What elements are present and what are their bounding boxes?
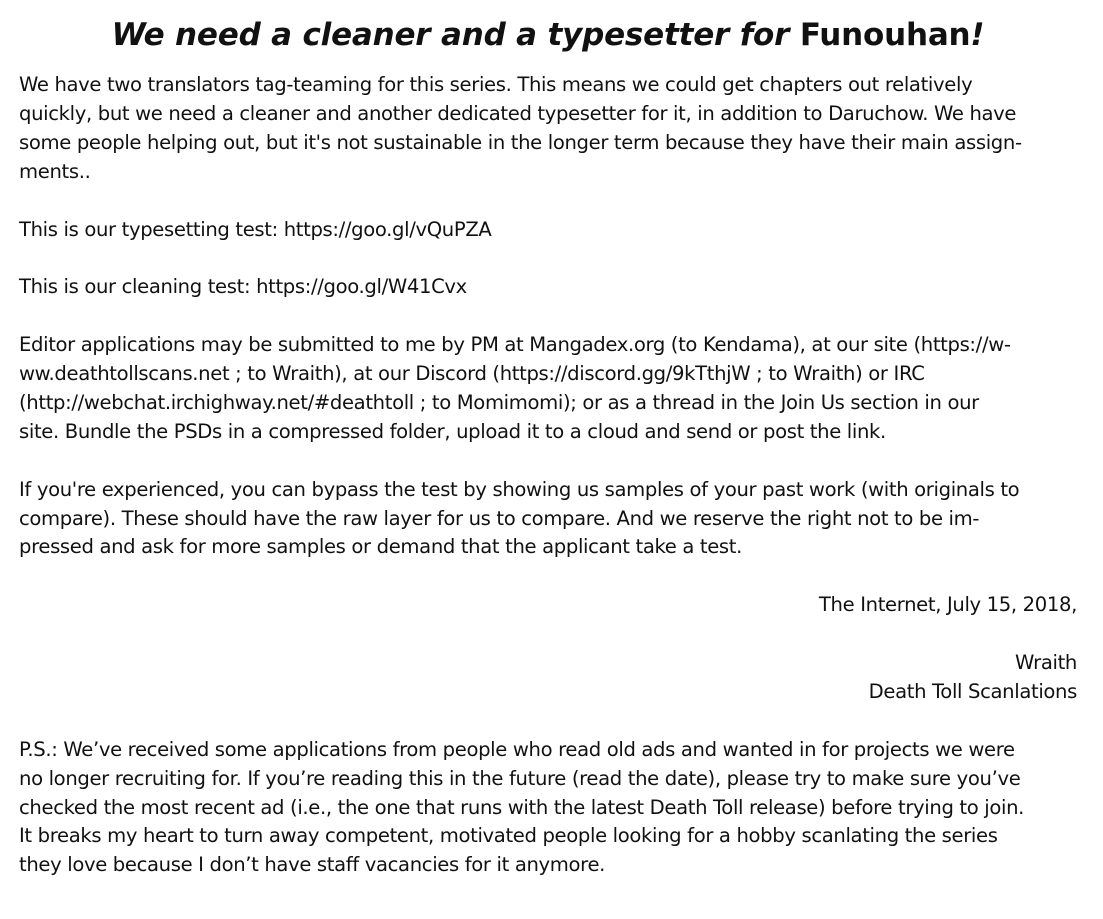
signature-block bbox=[19, 649, 1077, 707]
signature-name: Wraith bbox=[1014, 651, 1077, 675]
title-series-name: Funouhan bbox=[799, 17, 971, 53]
signature-date-text: The Internet, July 15, 2018, bbox=[818, 593, 1077, 617]
text-line: no longer recruiting for. If you’re reading this in the future (read the date), please try to make sure you’ve bbox=[19, 766, 1021, 790]
text-line: checked the most recent ad (i.e., the one that runs with the latest Death Toll release) before trying to join. bbox=[19, 795, 1025, 819]
paragraph-typesetting-test bbox=[19, 216, 1077, 245]
signature-group: Death Toll Scanlations bbox=[868, 679, 1077, 703]
signature-date bbox=[19, 591, 1077, 620]
text-line: compare). These should have the raw layer for us to compare. And we reserve the right not to be im- bbox=[19, 506, 980, 530]
text-line: some people helping out, but it's not sustainable in the longer term because they have their main assign- bbox=[19, 130, 1022, 154]
text-line: If you're experienced, you can bypass the test by showing us samples of your past work (with originals to bbox=[19, 477, 1020, 501]
paragraph-experienced bbox=[19, 476, 1077, 563]
text-line: We have two translators tag-teaming for this series. This means we could get chapters out relatively bbox=[19, 73, 973, 96]
paragraph-applications bbox=[19, 331, 1077, 447]
text-line: This is our cleaning test: https://goo.gl/W41Cvx bbox=[19, 275, 467, 299]
paragraph-cleaning-test bbox=[19, 273, 1077, 302]
text-line: Editor applications may be submitted to me by PM at Mangadex.org (to Kendama), at our site (https://w- bbox=[19, 333, 1011, 357]
notice-body bbox=[19, 71, 1077, 880]
text-line: P.S.: We’ve received some applications from people who read old ads and wanted in for projects we were bbox=[19, 737, 1015, 761]
text-line: This is our typesetting test: https://goo.gl/vQuPZA bbox=[19, 217, 492, 241]
paragraph-intro bbox=[19, 71, 1077, 187]
paragraph-postscript bbox=[19, 736, 1077, 881]
page-title bbox=[19, 14, 1077, 56]
text-line: ments.. bbox=[19, 159, 91, 183]
text-line: quickly, but we need a cleaner and another dedicated typesetter for it, in addition to Daruchow. We have bbox=[19, 101, 1017, 125]
text-line: It breaks my heart to turn away competent, motivated people looking for a hobby scanlating the series bbox=[19, 824, 998, 848]
title-italic-text: We need a cleaner and a typesetter for bbox=[111, 17, 790, 53]
text-line: ww.deathtollscans.net ; to Wraith), at our Discord (https://discord.gg/9kTthjW ; to Wraith) or IRC bbox=[19, 362, 925, 386]
text-line: pressed and ask for more samples or demand that the applicant take a test. bbox=[19, 535, 742, 559]
text-line: they love because I don’t have staff vacancies for it anymore. bbox=[19, 853, 606, 877]
text-line: (http://webchat.irchighway.net/#deathtoll ; to Momimomi); or as a thread in the Join Us section in our bbox=[19, 390, 979, 414]
text-line: site. Bundle the PSDs in a compressed folder, upload it to a cloud and send or post the link. bbox=[19, 419, 886, 443]
title-exclamation: ! bbox=[970, 17, 985, 53]
